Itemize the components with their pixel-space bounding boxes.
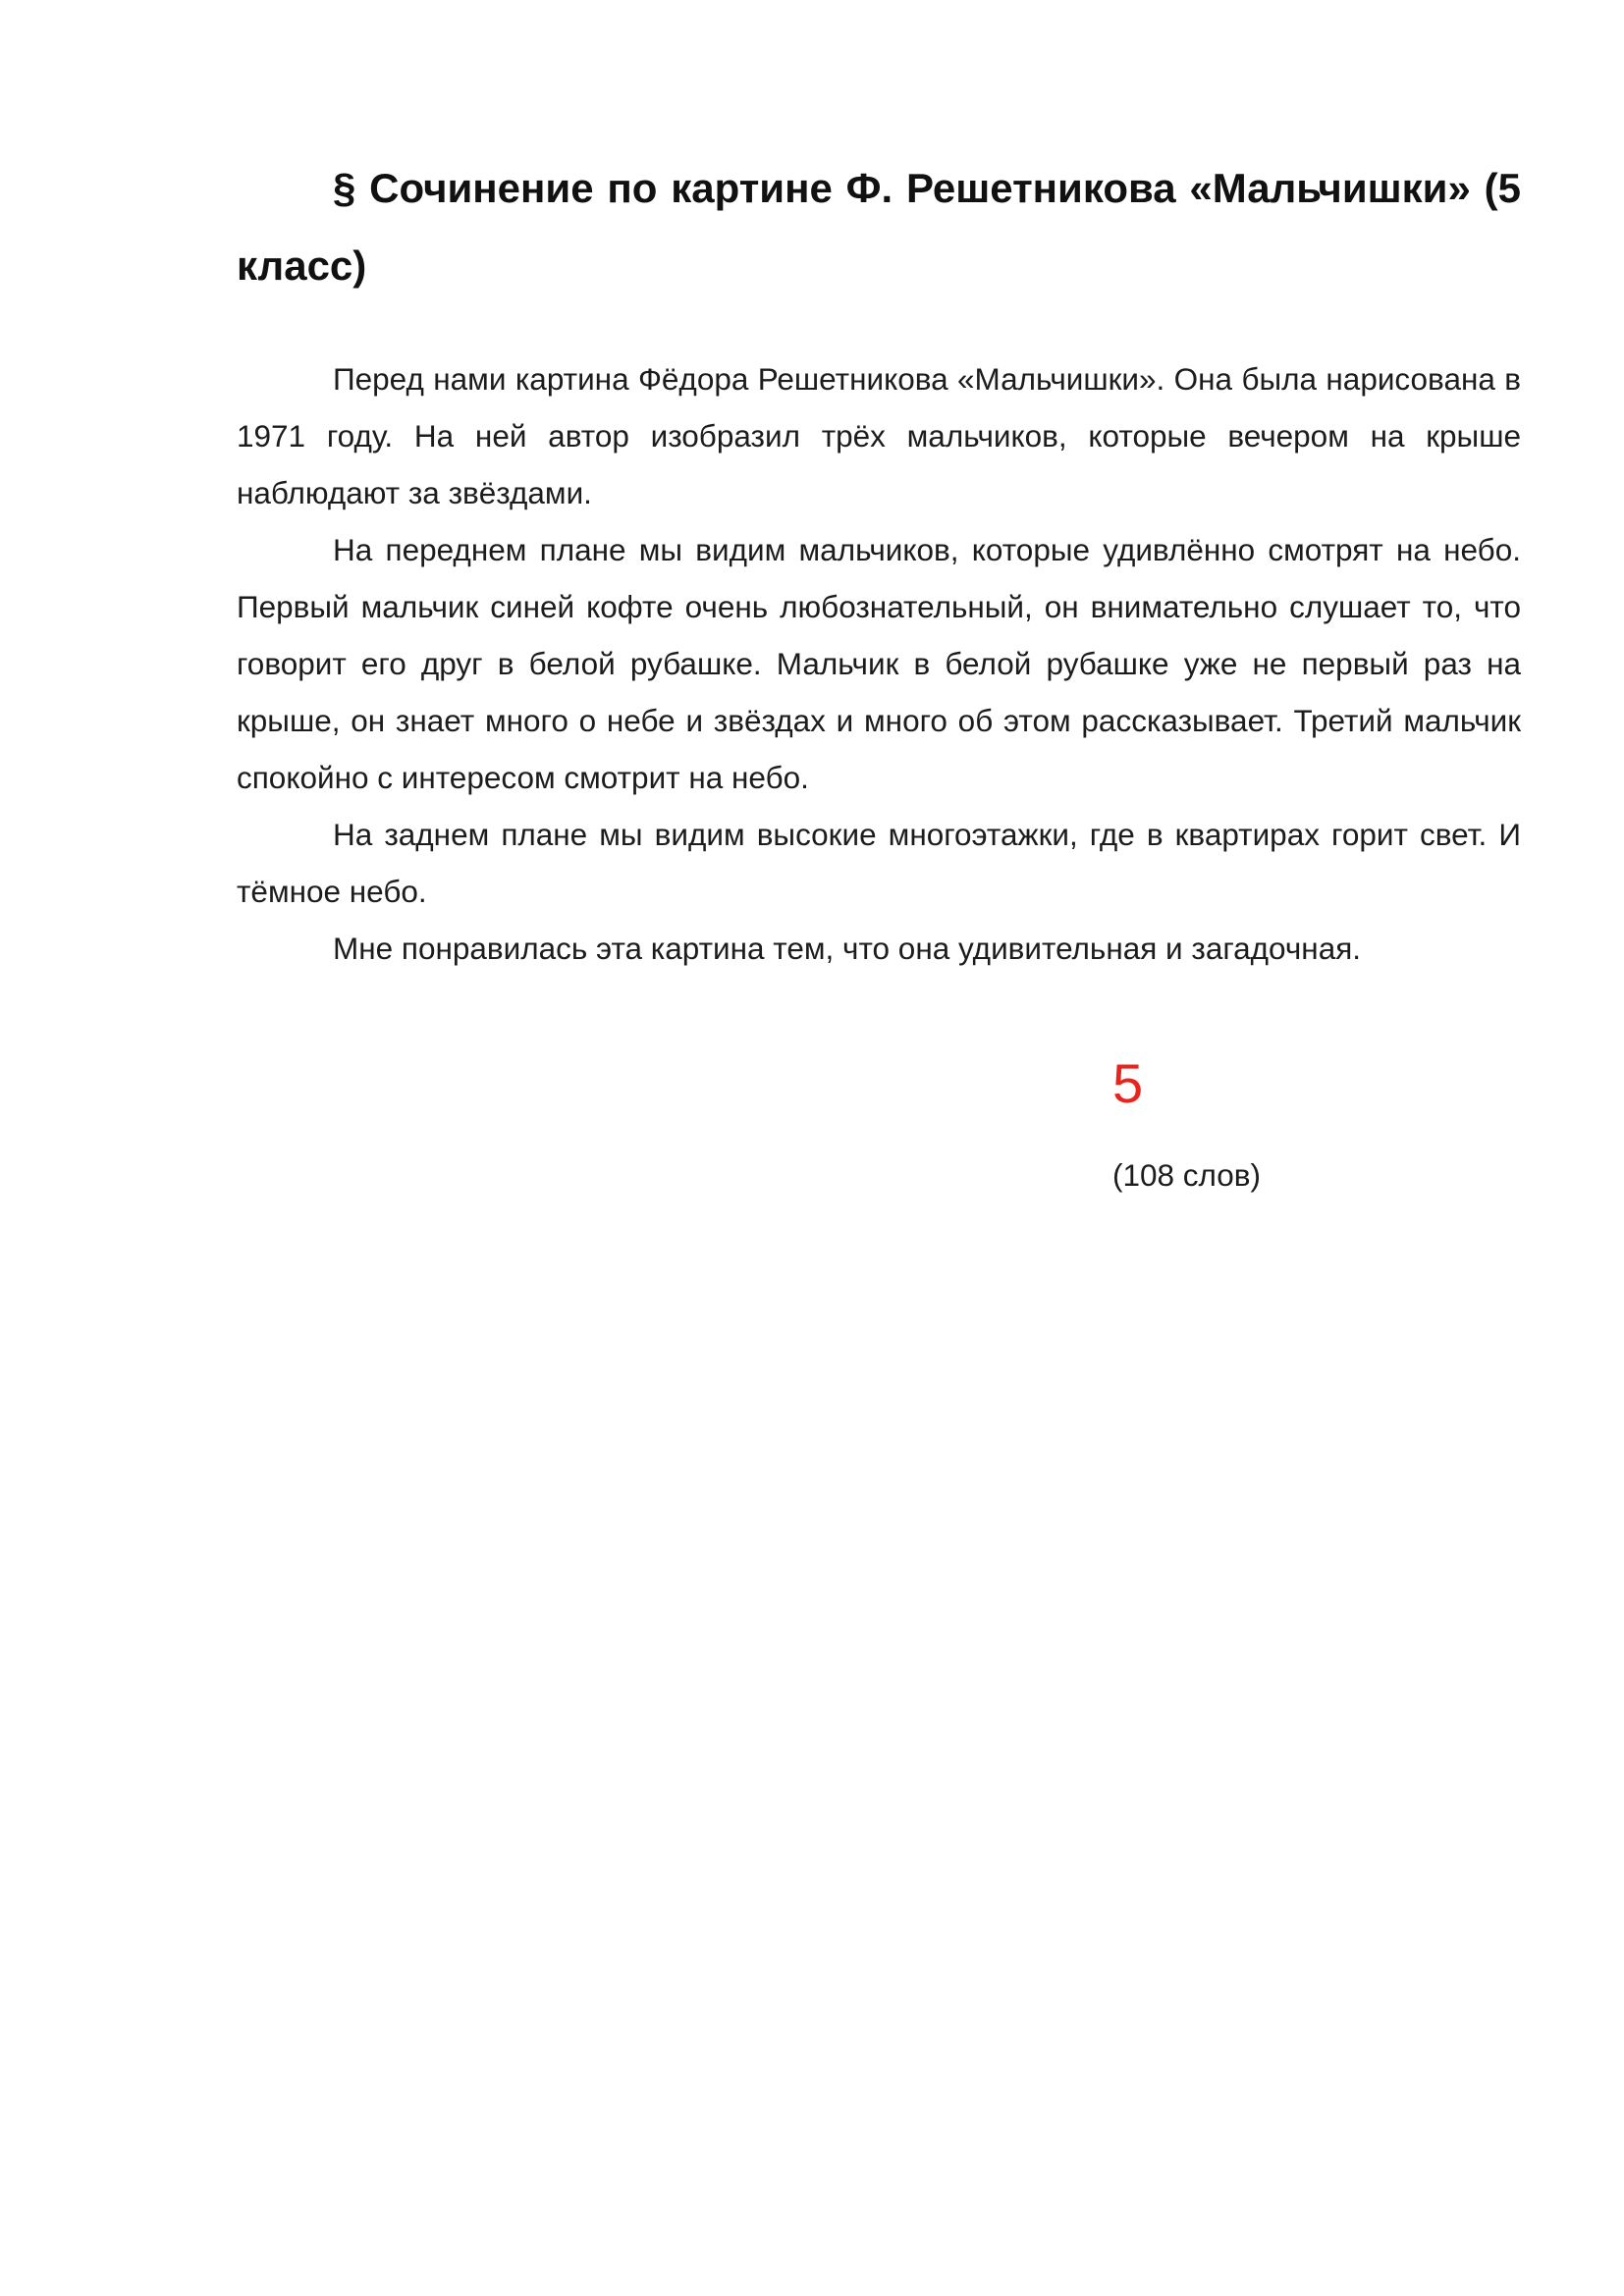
word-count: (108 слов) — [1112, 1157, 1262, 1193]
essay-paragraph-3: На заднем плане мы видим высокие многоэтажки, где в квартирах горит свет. И тёмное небо. — [237, 817, 1521, 909]
grade-mark: 5 — [1112, 1052, 1144, 1114]
essay-title: § Сочинение по картине Ф. Решетникова «Мальчишки» (5 класс) — [237, 165, 1521, 289]
essay-paragraph-4: Мне понравилась эта картина тем, что она удивительная и загадочная. — [333, 931, 1362, 966]
essay-content — [237, 149, 1521, 977]
essay-paragraph-2: На переднем плане мы видим мальчиков, которые удивлённо смотрят на небо. Первый мальчик синей кофте очень любознательный, он внимательно слушает то, что говорит его друг в белой рубашке. Мальчик в белой рубашке уже не первый раз на крыше, он знает много о небе и звёздах и много об этом рассказывает. Третий мальчик спокойно с интересом смотрит на небо. — [237, 532, 1521, 795]
essay-paragraph-1: Перед нами картина Фёдора Решетникова «Мальчишки». Она была нарисована в 1971 году. На ней автор изобразил трёх мальчиков, которые вечером на крыше наблюдают за звёздами. — [237, 361, 1521, 510]
essay-body — [237, 350, 1521, 977]
